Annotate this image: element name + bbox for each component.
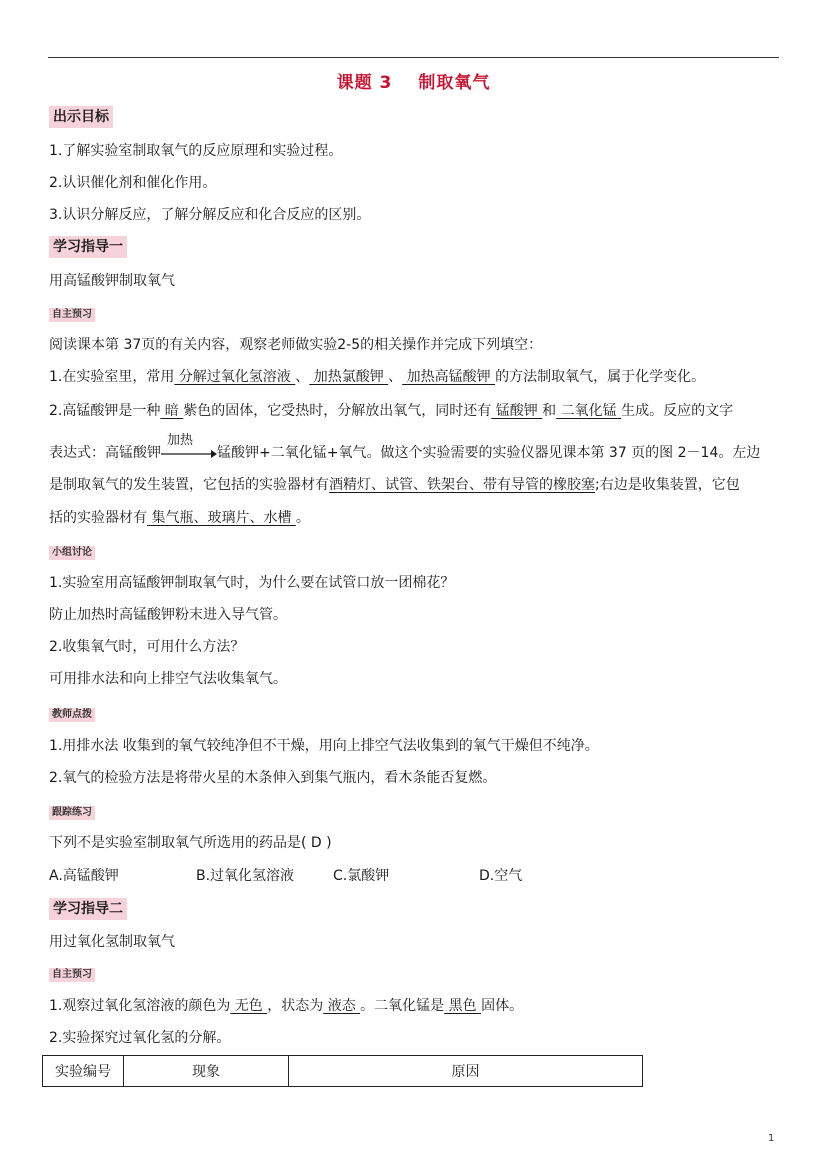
section-guide-2: 学习指导二	[49, 898, 127, 920]
answer-blank: 集气瓶、玻璃片、水槽	[147, 510, 296, 526]
answer-blank: 酒精灯、试管、铁架台、带有导管的橡胶塞	[329, 477, 595, 493]
tag-discussion: 小组讨论	[49, 546, 95, 560]
section-objectives: 出示目标	[49, 106, 113, 128]
option-b: B.过氧化氢溶液	[196, 868, 295, 884]
answer-blank: 锰酸钾	[491, 403, 543, 419]
question-2-collection: 括的实验器材有 集气瓶、玻璃片、水槽 。	[49, 510, 310, 526]
teacher-point-2: 2.氧气的检验方法是将带火星的木条伸入到集气瓶内，看木条能否复燃。	[49, 770, 497, 786]
lesson-number: 课题 3	[336, 73, 393, 93]
preview-intro: 阅读课本第 37页的有关内容，观察老师做实验2-5的相关操作并完成下列填空：	[49, 337, 543, 353]
reaction-arrow	[161, 433, 217, 463]
discussion-q2: 2.收集氧气时，可用什么方法？	[49, 639, 245, 655]
lesson-name: 制取氧气	[418, 73, 491, 93]
discussion-a2: 可用排水法和向上排空气法收集氧气。	[49, 671, 287, 687]
guide-2-question-2: 2.实验探究过氧化氢的分解。	[49, 1030, 231, 1046]
arrow-icon	[161, 449, 217, 459]
answer-blank: 黑色	[444, 998, 482, 1014]
question-1: 1.在实验室里，常用 分解过氧化氢溶液 、 加热氯酸钾 、 加热高锰酸钾 的方法制取氧气，属于化学变化。	[49, 369, 706, 385]
tag-preview: 自主预习	[49, 308, 95, 322]
answer-blank: 分解过氧化氢溶液	[174, 369, 296, 385]
teacher-point-1: 1.用排水法 收集到的氧气较纯净但不干燥，用向上排空气法收集到的氧气干燥但不纯净。	[49, 738, 599, 754]
answer-blank: 二氧化锰	[556, 403, 622, 419]
discussion-a1: 防止加热时高锰酸钾粉末进入导气管。	[49, 607, 287, 623]
page-title	[0, 68, 827, 93]
option-c: C.氯酸钾	[333, 868, 390, 884]
answer-blank: 无色	[230, 998, 268, 1014]
tag-preview-2: 自主预习	[49, 968, 95, 982]
tag-teacher: 教师点拨	[49, 708, 95, 722]
table-header-phenomenon: 现象	[124, 1056, 289, 1087]
objective-3: 3.认识分解反应，了解分解反应和化合反应的区别。	[49, 207, 371, 223]
header-rule	[48, 57, 779, 58]
table-header-id: 实验编号	[43, 1056, 124, 1087]
experiment-table	[42, 1055, 643, 1087]
table-header-row	[43, 1056, 643, 1087]
objective-2: 2.认识催化剂和催化作用。	[49, 175, 217, 191]
answer-blank: 加热氯酸钾	[309, 369, 389, 385]
objective-1: 1.了解实验室制取氧气的反应原理和实验过程。	[49, 143, 343, 159]
guide-1-intro: 用高锰酸钾制取氧气	[49, 273, 175, 289]
section-guide-1: 学习指导一	[49, 236, 127, 258]
discussion-q1: 1.实验室用高锰酸钾制取氧气时，为什么要在试管口放一团棉花？	[49, 575, 455, 591]
answer-blank: 液态	[323, 998, 361, 1014]
answer-blank: 加热高锰酸钾	[402, 369, 496, 385]
tag-practice: 跟踪练习	[49, 806, 95, 820]
table-header-reason: 原因	[289, 1056, 643, 1087]
question-2: 2.高锰酸钾是一种 暗 紫色的固体，它受热时，分解放出氧气，同时还有 锰酸钾 和 二氧化锰 生成。反应的文字	[49, 403, 734, 419]
option-d: D.空气	[479, 868, 523, 884]
guide-2-question-1: 1.观察过氧化氢溶液的颜色为 无色 ，状态为 液态 。二氧化锰是 黑色 固体。	[49, 998, 524, 1014]
question-2-apparatus: 是制取氧气的发生装置，它包括的实验器材有酒精灯、试管、铁架台、带有导管的橡胶塞;右边是收集装置，它包	[49, 477, 740, 493]
guide-2-intro: 用过氧化氢制取氧气	[49, 934, 175, 950]
practice-question: 下列不是实验室制取氧气所选用的药品是( D )	[49, 835, 332, 851]
option-a: A.高锰酸钾	[49, 868, 119, 884]
reaction-equation: 表达式：高锰酸钾 加热 锰酸钾+二氧化锰+氧气。做这个实验需要的实验仪器见课本第 37 页的图 2－14。左边	[49, 433, 761, 461]
answer-blank: 暗	[160, 403, 184, 419]
page-number: 1	[768, 1133, 775, 1144]
reaction-condition: 加热	[167, 433, 194, 448]
